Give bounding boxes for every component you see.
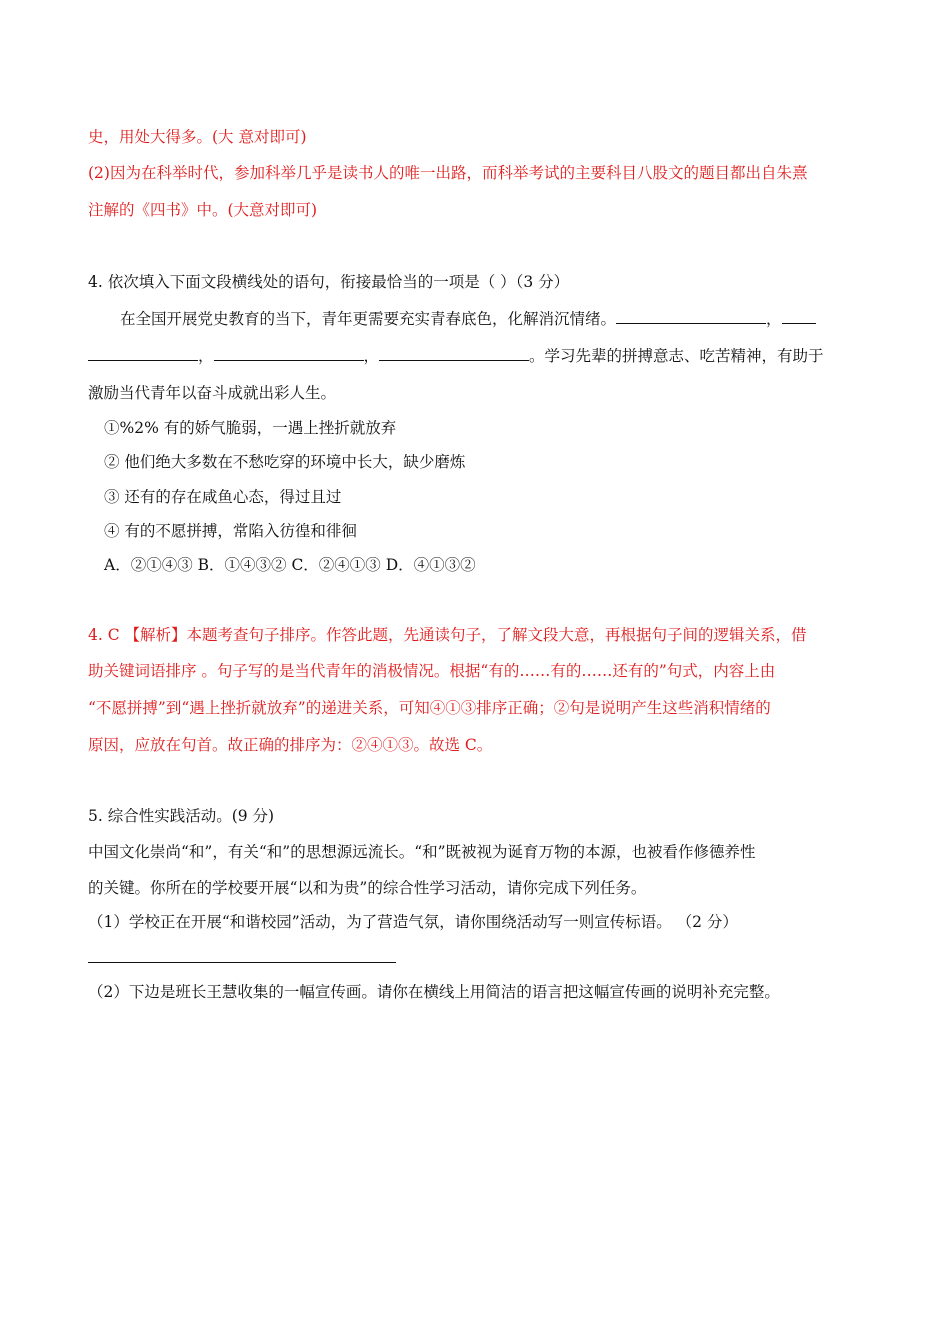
q5-task1: （1）学校正在开展“和谐校园”活动，为了营造气氛，请你围绕活动写一则宣传标语。 （2 分） bbox=[88, 913, 738, 931]
q4-option-4: ④ 有的不愿拼搏，常陷入彷徨和徘徊 bbox=[104, 522, 357, 540]
q4-passage-line3: 激励当代青年以奋斗成就出彩人生。 bbox=[88, 384, 337, 402]
q4-stem: 4. 依次填入下面文段横线处的语句，衔接最恰当的一项是（ ）（3 分） bbox=[88, 273, 570, 291]
answer4-line1: 4. C 【解析】本题考查句子排序。作答此题，先通读句子，了解文段大意，再根据句子间的逻辑关系，借 bbox=[88, 626, 807, 644]
q4-passage-start: 在全国开展党史教育的当下，青年更需要充实青春底色，化解消沉情绪。 bbox=[120, 310, 617, 328]
q5-task1-answer-line[interactable] bbox=[88, 962, 396, 963]
q4-blank-4[interactable] bbox=[379, 346, 529, 361]
answer4-line2: 助关键词语排序 。句子写的是当代青年的消极情况。根据“有的……有的……还有的”句式，内容上由 bbox=[88, 662, 776, 680]
q4-separator: ， bbox=[363, 347, 380, 365]
q4-blank-2-end[interactable] bbox=[88, 346, 198, 361]
q5-title: 5. 综合性实践活动。(9 分) bbox=[88, 807, 275, 825]
q4-passage-line2 bbox=[88, 346, 824, 366]
q4-blank-3[interactable] bbox=[214, 346, 364, 361]
q4-option-1: ①%2% 有的娇气脆弱，一遇上挫折就放弃 bbox=[104, 419, 397, 437]
q4-option-3: ③ 还有的存在咸鱼心态，得过且过 bbox=[104, 488, 342, 506]
q4-blank-1[interactable] bbox=[616, 309, 766, 324]
q4-separator: ， bbox=[766, 310, 782, 328]
q4-separator: ， bbox=[198, 347, 214, 365]
q4-passage-end: 。学习先辈的拼搏意志、吃苦精神，有助于 bbox=[529, 347, 824, 365]
q5-task2: （2）下边是班长王慧收集的一幅宣传画。请你在横线上用简洁的语言把这幅宣传画的说明补充完整。 bbox=[88, 983, 780, 1001]
answer4-line4: 原因，应放在句首。故正确的排序为：②④①③。故选 C。 bbox=[88, 736, 493, 754]
answer3-line2: (2)因为在科举时代，参加科举几乎是读书人的唯一出路，而科举考试的主要科目八股文的题目都出自朱熹 bbox=[88, 164, 808, 182]
q4-option-2: ② 他们绝大多数在不愁吃穿的环境中长大，缺少磨炼 bbox=[104, 453, 466, 471]
q4-choices: A．②①④③ B．①④③② C．②④①③ D．④①③② bbox=[104, 556, 476, 574]
q4-blank-2-start[interactable] bbox=[782, 309, 816, 324]
answer4-line3: “不愿拼搏”到“遇上挫折就放弃”的递进关系，可知④①③排序正确；②句是说明产生这些消积情绪的 bbox=[88, 699, 771, 717]
q5-intro-line2: 的关键。你所在的学校要开展“以和为贵”的综合性学习活动，请你完成下列任务。 bbox=[88, 879, 647, 897]
answer3-line3: 注解的《四书》中。(大意对即可) bbox=[88, 201, 318, 219]
q4-passage-line1 bbox=[120, 309, 816, 329]
q5-intro-line1: 中国文化崇尚“和”，有关“和”的思想源远流长。“和”既被视为诞育万物的本源，也被看作修德养性 bbox=[88, 843, 756, 861]
answer3-line1: 史，用处大得多。(大 意对即可) bbox=[88, 128, 307, 146]
